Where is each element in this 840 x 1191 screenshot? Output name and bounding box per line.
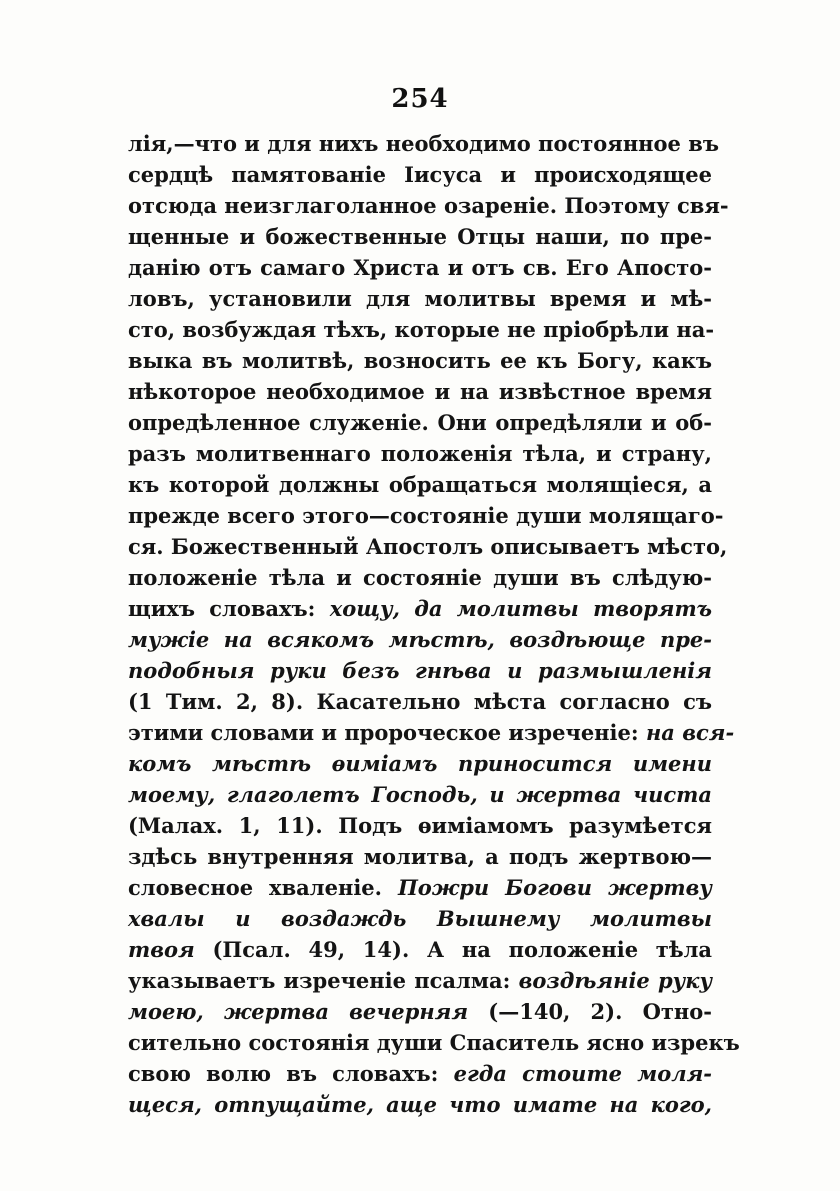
text-line (128, 717, 735, 748)
text-line (128, 872, 712, 903)
text-segment: указываетъ изреченіе псалма: (128, 968, 519, 993)
italic-quote-segment: воздѣяніе руку (518, 968, 712, 993)
text-segment: прежде всего этого—состояніе души молящаго- (128, 503, 724, 528)
italic-quote-segment: твоя (128, 937, 195, 962)
text-line (128, 965, 712, 996)
italic-quote-segment: мужіе на всякомъ мѣстѣ, воздѣюще пре- (128, 627, 712, 652)
text-line (128, 934, 712, 965)
text-line (128, 407, 712, 438)
text-line (128, 686, 712, 717)
text-line (128, 562, 712, 593)
text-segment: данію отъ самаго Христа и отъ св. Его Апосто- (128, 255, 712, 280)
italic-quote-segment: хощу, да молитвы творятъ (329, 596, 712, 621)
text-line (128, 779, 712, 810)
text-segment: (1 Тим. 2, 8). Касательно мѣста согласно съ (128, 689, 712, 714)
text-segment: сердцѣ памятованіе Іисуса и происходящее (128, 162, 712, 187)
text-line (128, 128, 719, 159)
italic-quote-segment: егда стоите моля- (453, 1061, 713, 1086)
text-segment: (Псал. 49, 14). А на положеніе тѣла (194, 937, 712, 962)
text-line (128, 314, 715, 345)
text-line (128, 283, 712, 314)
text-line (128, 1089, 712, 1120)
italic-quote-segment: подобныя руки безъ гнѣва и размышленія (128, 658, 712, 683)
text-segment: ся. Божественный Апостолъ описываетъ мѣсто, (128, 534, 728, 559)
text-segment: сительно состоянія души Спаситель ясно изрекъ (128, 1030, 740, 1055)
text-line (128, 190, 729, 221)
text-line (128, 345, 712, 376)
text-line (128, 221, 712, 252)
text-segment: лія,—что и для нихъ необходимо постоянное въ (128, 131, 719, 156)
text-segment: (Малах. 1, 11). Подъ ѳиміамомъ разумѣется (128, 813, 712, 838)
text-line (128, 1027, 740, 1058)
text-segment: щенные и божественные Отцы наши, по пре- (128, 224, 712, 249)
italic-quote-segment: моею, жертва вечерняя (128, 999, 469, 1024)
text-segment: отсюда неизглаголанное озареніе. Поэтому свя- (128, 193, 729, 218)
text-line (128, 159, 712, 190)
text-line (128, 624, 712, 655)
text-line (128, 469, 712, 500)
text-line (128, 252, 712, 283)
text-line (128, 1058, 712, 1089)
text-line (128, 810, 712, 841)
text-segment: нѣкоторое необходимое и на извѣстное время (128, 379, 712, 404)
text-segment: здѣсь внутренняя молитва, а подъ жертвою— (128, 844, 712, 869)
text-segment: выка въ молитвѣ, возносить ее къ Богу, какъ (128, 348, 712, 373)
text-line (128, 903, 712, 934)
text-segment: опредѣленное служеніе. Они опредѣляли и об- (128, 410, 712, 435)
page-number: 254 (391, 84, 449, 114)
italic-quote-segment: Пожри Богови жертву (397, 875, 712, 900)
text-line (128, 841, 712, 872)
italic-quote-segment: на вся- (645, 720, 735, 745)
italic-quote-segment: щеся, отпущайте, аще что имате на кого, (128, 1092, 712, 1117)
text-segment: разъ молитвеннаго положенія тѣла, и страну, (128, 441, 712, 466)
text-line (128, 376, 712, 407)
text-line (128, 593, 712, 624)
italic-quote-segment: моему, глаголетъ Господь, и жертва чиста (128, 782, 712, 807)
text-line (128, 748, 712, 779)
italic-quote-segment: комъ мѣстѣ ѳиміамъ приносится имени (128, 751, 712, 776)
body-text (128, 128, 740, 1120)
text-segment: къ которой должны обращаться молящіеся, а (128, 472, 712, 497)
text-segment: ловъ, установили для молитвы время и мѣ- (128, 286, 712, 311)
text-line (128, 531, 728, 562)
text-segment: словесное хваленіе. (128, 875, 398, 900)
italic-quote-segment: хвалы и воздаждь Вышнему молитвы (128, 906, 712, 931)
text-segment: (—140, 2). Отно- (468, 999, 713, 1024)
text-segment: сто, возбуждая тѣхъ, которые не пріобрѣли на- (128, 317, 715, 342)
text-line (128, 500, 724, 531)
text-segment: свою волю въ словахъ: (128, 1061, 454, 1086)
text-segment: положеніе тѣла и состояніе души въ слѣдую- (128, 565, 712, 590)
text-line (128, 996, 712, 1027)
text-segment: щихъ словахъ: (128, 596, 330, 621)
text-line (128, 655, 712, 686)
text-segment: этими словами и пророческое изреченіе: (128, 720, 646, 745)
text-line (128, 438, 712, 469)
